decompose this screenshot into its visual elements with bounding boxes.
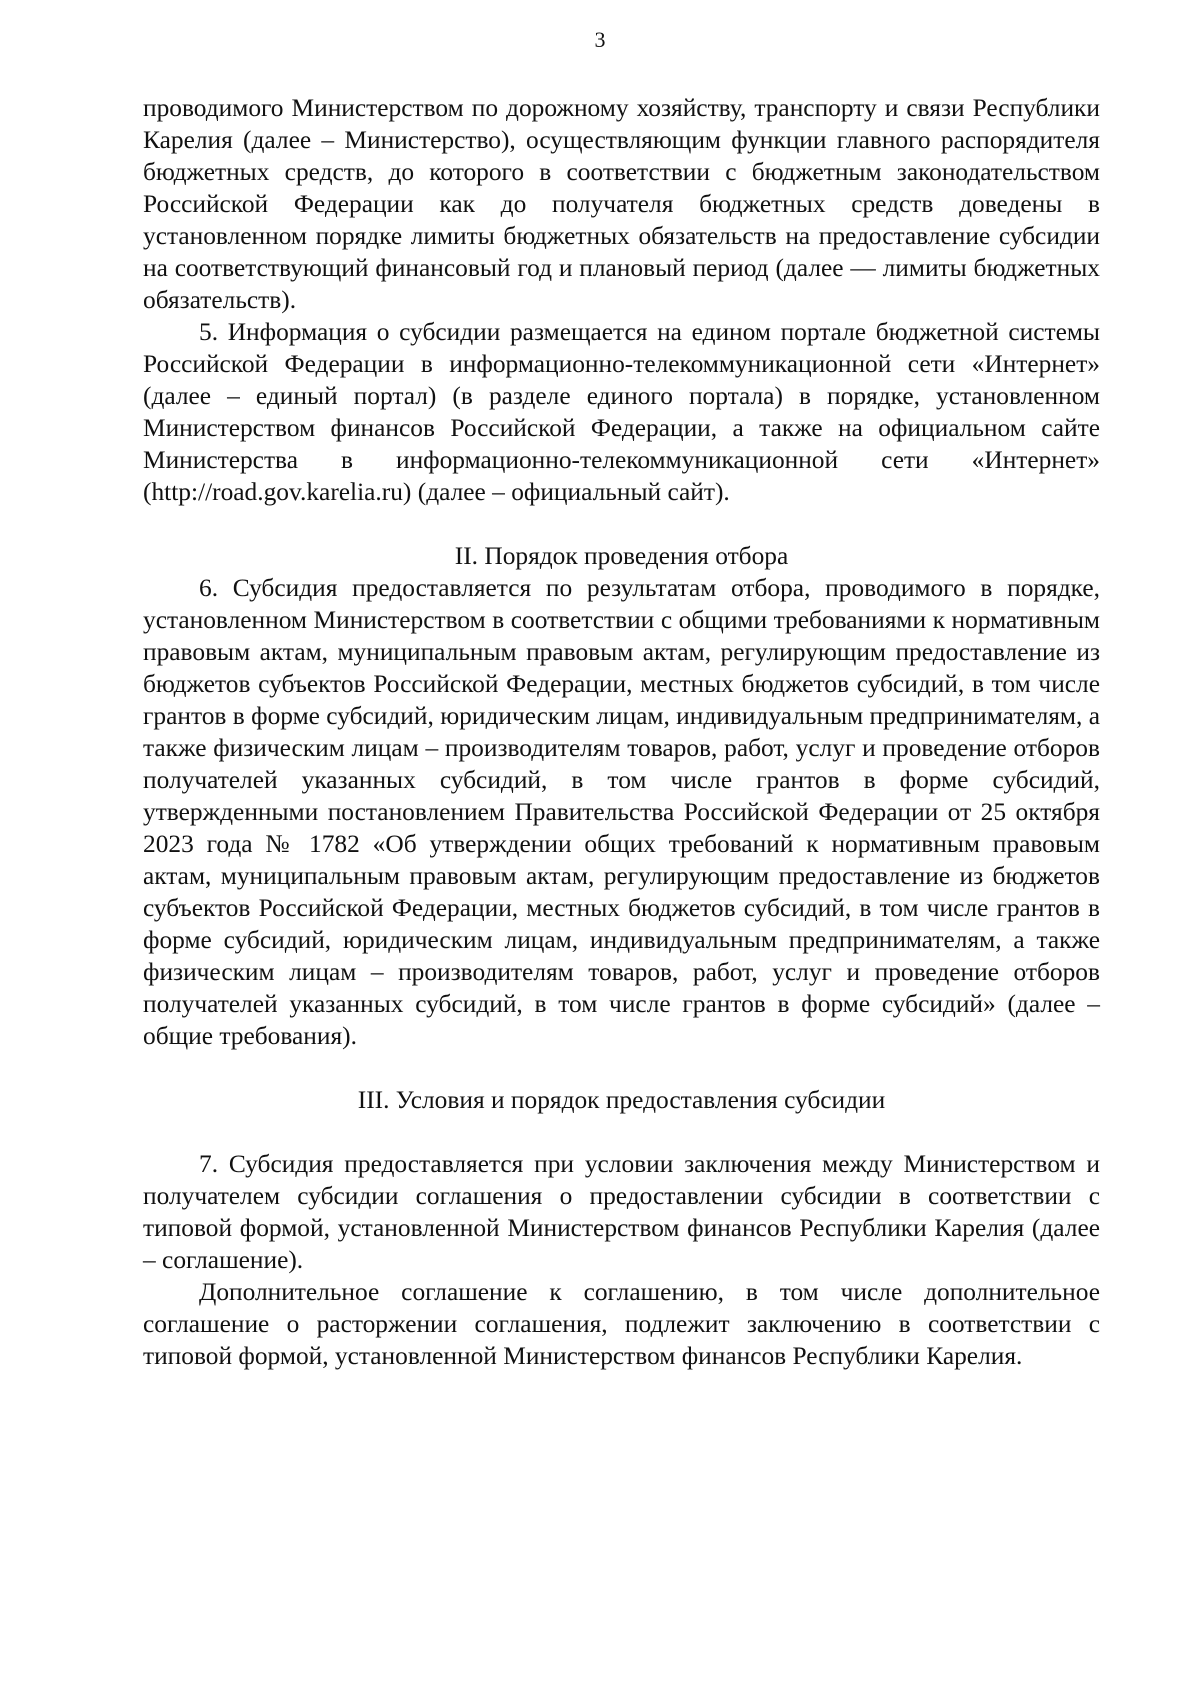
section-heading-2: II. Порядок проведения отбора — [454, 542, 789, 570]
spacer — [143, 1116, 1100, 1148]
page-number: 3 — [594, 27, 606, 52]
spacer — [143, 1052, 1100, 1084]
paragraph-7-additional: Дополнительное соглашение к соглашению, в том числе дополнительное соглашение о расторжении соглашения, подлежит заключению в соответствии с типовой формой, установленной Министерством финансов Республики Карелия. — [143, 1278, 1100, 1370]
paragraph-5: 5. Информация о субсидии размещается на едином портале бюджетной системы Российской Федерации в информационно-телекоммуникационной сети «Интернет» (далее – единый портал) (в разделе единого портала) в порядке, установленном Министерством финансов Российской Федерации, а также на официальном сайте Министерства в информационно-телекоммуникационной сети «Интернет» (http://road.gov.karelia.ru) (далее – официальный сайт). — [143, 318, 1100, 506]
document-body — [143, 92, 1100, 1372]
section-heading-3: III. Условия и порядок предоставления субсидии — [357, 1086, 886, 1114]
paragraph-6: 6. Субсидия предоставляется по результатам отбора, проводимого в порядке, установленном Министерством в соответствии с общими требованиями к нормативным правовым актам, муниципальным правовым актам, регулирующим предоставление из бюджетов субъектов Российской Федерации, местных бюджетов субсидий, в том числе грантов в форме субсидий, юридическим лицам, индивидуальным предпринимателям, а также физическим лицам – производителям товаров, работ, услуг и проведение отборов получателей указанных субсидий, в том числе грантов в форме субсидий, утвержденными постановлением Правительства Российской Федерации от 25 октября 2023 года № 1782 «Об утверждении общих требований к нормативным правовым актам, муниципальным правовым актам, регулирующим предоставление из бюджетов субъектов Российской Федерации, местных бюджетов субсидий, в том числе грантов в форме субсидий, юридическим лицам, индивидуальным предпринимателям, а также физическим лицам – производителям товаров, работ, услуг и проведение отборов получателей указанных субсидий, в том числе грантов в форме субсидий» (далее – общие требования). — [143, 574, 1100, 1050]
spacer — [143, 508, 1100, 540]
paragraph-continuation: проводимого Министерством по дорожному хозяйству, транспорту и связи Республики Карелия (далее – Министерство), осуществляющим функции главного распорядителя бюджетных средств, до которого в соответствии с бюджетным законодательством Российской Федерации как до получателя бюджетных средств доведены в установленном порядке лимиты бюджетных обязательств на предоставление субсидии на соответствующий финансовый год и плановый период (далее — лимиты бюджетных обязательств). — [143, 94, 1100, 314]
paragraph-7: 7. Субсидия предоставляется при условии заключения между Министерством и получателем субсидии соглашения о предоставлении субсидии в соответствии с типовой формой, установленной Министерством финансов Республики Карелия (далее – соглашение). — [143, 1150, 1100, 1274]
